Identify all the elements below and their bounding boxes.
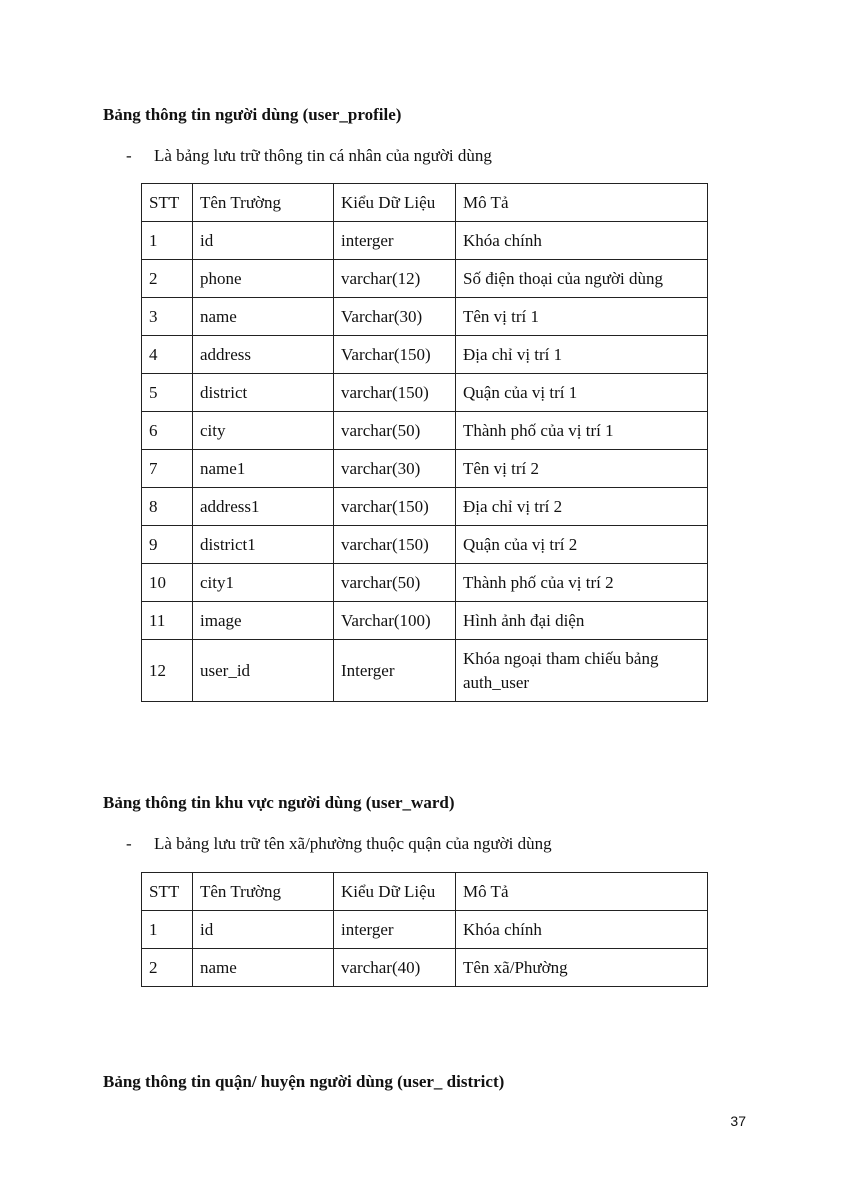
cell-data-type: varchar(12) [334, 260, 456, 298]
section-description-user-profile [126, 146, 492, 166]
cell-stt: 1 [142, 222, 193, 260]
column-header-data-type: Kiểu Dữ Liệu [334, 184, 456, 222]
table-user-profile [141, 183, 708, 702]
cell-stt: 4 [142, 336, 193, 374]
cell-stt: 9 [142, 526, 193, 564]
table-row [142, 526, 708, 564]
section-description-user-ward [126, 834, 552, 854]
cell-field-name: district1 [193, 526, 334, 564]
cell-data-type: varchar(30) [334, 450, 456, 488]
section-heading-user-district: Bảng thông tin quận/ huyện người dùng (user_ district) [103, 1072, 505, 1091]
table-row [142, 298, 708, 336]
cell-description: Tên xã/Phường [456, 949, 708, 987]
cell-field-name: district [193, 374, 334, 412]
cell-description: Quận của vị trí 2 [456, 526, 708, 564]
cell-description: Khóa chính [456, 911, 708, 949]
cell-field-name: image [193, 602, 334, 640]
column-header-data-type: Kiểu Dữ Liệu [334, 873, 456, 911]
description-text: Là bảng lưu trữ tên xã/phường thuộc quận của người dùng [154, 834, 552, 853]
table-row [142, 260, 708, 298]
cell-description: Địa chỉ vị trí 2 [456, 488, 708, 526]
cell-stt: 2 [142, 949, 193, 987]
description-text: Là bảng lưu trữ thông tin cá nhân của người dùng [154, 146, 492, 165]
cell-data-type: varchar(40) [334, 949, 456, 987]
table-header-row [142, 184, 708, 222]
cell-stt: 5 [142, 374, 193, 412]
column-header-description: Mô Tả [456, 873, 708, 911]
cell-description: Địa chỉ vị trí 1 [456, 336, 708, 374]
cell-field-name: name [193, 298, 334, 336]
page-number: 37 [730, 1113, 746, 1129]
cell-description: Tên vị trí 2 [456, 450, 708, 488]
column-header-field-name: Tên Trường [193, 184, 334, 222]
cell-data-type: varchar(50) [334, 564, 456, 602]
table-row [142, 336, 708, 374]
cell-stt: 10 [142, 564, 193, 602]
table-row [142, 374, 708, 412]
cell-stt: 8 [142, 488, 193, 526]
cell-field-name: id [193, 222, 334, 260]
cell-description: Hình ảnh đại diện [456, 602, 708, 640]
section-heading-user-profile: Bảng thông tin người dùng (user_profile) [103, 105, 402, 124]
cell-data-type: varchar(150) [334, 526, 456, 564]
table-row [142, 488, 708, 526]
cell-description: Khóa ngoại tham chiếu bảng auth_user [456, 640, 708, 702]
cell-data-type: varchar(150) [334, 488, 456, 526]
column-header-stt: STT [142, 873, 193, 911]
cell-stt: 6 [142, 412, 193, 450]
bullet-dash: - [126, 146, 132, 165]
cell-stt: 3 [142, 298, 193, 336]
cell-data-type: varchar(150) [334, 374, 456, 412]
table-row [142, 564, 708, 602]
column-header-field-name: Tên Trường [193, 873, 334, 911]
table-header-row [142, 873, 708, 911]
cell-description: Số điện thoại của người dùng [456, 260, 708, 298]
column-header-description: Mô Tả [456, 184, 708, 222]
table-row [142, 450, 708, 488]
cell-field-name: phone [193, 260, 334, 298]
table-row [142, 911, 708, 949]
table-row [142, 222, 708, 260]
cell-description: Tên vị trí 1 [456, 298, 708, 336]
cell-data-type: varchar(50) [334, 412, 456, 450]
cell-data-type: interger [334, 911, 456, 949]
table-row [142, 602, 708, 640]
cell-field-name: city [193, 412, 334, 450]
cell-data-type: Varchar(100) [334, 602, 456, 640]
column-header-stt: STT [142, 184, 193, 222]
cell-data-type: Varchar(30) [334, 298, 456, 336]
cell-field-name: name1 [193, 450, 334, 488]
cell-description: Thành phố của vị trí 1 [456, 412, 708, 450]
cell-description: Khóa chính [456, 222, 708, 260]
cell-description: Quận của vị trí 1 [456, 374, 708, 412]
cell-data-type: Interger [334, 640, 456, 702]
cell-field-name: address1 [193, 488, 334, 526]
cell-field-name: name [193, 949, 334, 987]
cell-field-name: user_id [193, 640, 334, 702]
section-heading-user-ward: Bảng thông tin khu vực người dùng (user_ward) [103, 793, 455, 812]
table-row [142, 949, 708, 987]
cell-field-name: id [193, 911, 334, 949]
table-user-ward [141, 872, 708, 987]
cell-stt: 7 [142, 450, 193, 488]
cell-stt: 1 [142, 911, 193, 949]
table-row [142, 640, 708, 702]
cell-stt: 11 [142, 602, 193, 640]
table-row [142, 412, 708, 450]
cell-data-type: Varchar(150) [334, 336, 456, 374]
cell-description: Thành phố của vị trí 2 [456, 564, 708, 602]
cell-field-name: city1 [193, 564, 334, 602]
cell-stt: 2 [142, 260, 193, 298]
bullet-dash: - [126, 834, 132, 853]
cell-data-type: interger [334, 222, 456, 260]
cell-stt: 12 [142, 640, 193, 702]
cell-field-name: address [193, 336, 334, 374]
